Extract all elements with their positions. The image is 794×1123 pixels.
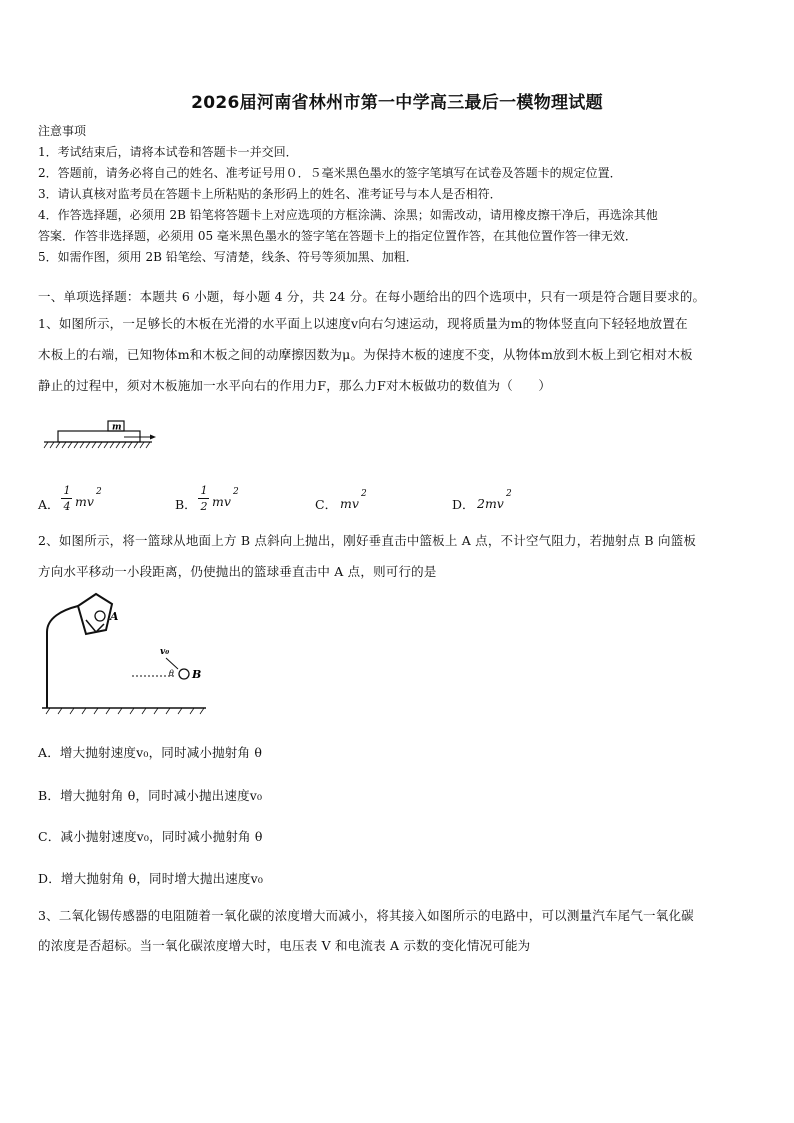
option-expression: 2mv [477,496,504,511]
block-label: m [112,422,122,433]
option-label: B． [175,497,197,512]
question-3-text: 的浓度是否超标。当一氧化碳浓度增大时，电压表 V 和电流表 A 示数的变化情况可能为 [38,938,531,953]
notice-item: 4．作答选择题，必须用 2B 铅笔将答题卡上对应选项的方框涂满、涂黑；如需改动，请用橡皮擦干净后，再选涂其他 [38,208,658,222]
notice-item: 2．答题前，请务必将自己的姓名、准考证号用０．５毫米黑色墨水的签字笔填写在试卷及答题卡的规定位置． [38,166,622,180]
notice-item: 3．请认真核对监考员在答题卡上所粘贴的条形码上的姓名、准考证号与本人是否相符． [38,187,502,201]
fraction-denominator: 2 [200,500,208,513]
point-a-ball [95,611,105,621]
hoop-pole [47,606,78,708]
notice-item: 5．如需作图，须用 2B 铅笔绘、写清楚，线条、符号等须加黑、加粗． [38,250,418,264]
theta-label: θ [169,669,174,678]
point-b-ball [179,669,189,679]
ground-hatching [46,708,204,714]
exponent: 2 [506,489,512,499]
fraction-numerator: 1 [200,484,208,497]
fraction-denominator: 4 [63,500,71,513]
ground-hatching [44,442,150,448]
q2-option-a[interactable]: A．增大抛射速度v₀，同时减小抛射角 θ [38,745,263,760]
notice-heading: 注意事项 [38,124,87,138]
velocity-arrowhead [150,435,156,440]
option-expression: mv [212,494,231,509]
q2-option-b[interactable]: B．增大抛射角 θ，同时减小抛出速度v₀ [38,788,263,803]
fraction-numerator: 1 [63,484,71,497]
velocity-direction [166,658,178,669]
option-label: A． [38,497,60,512]
question-1-figure [40,416,160,456]
point-b-label: B [192,668,202,681]
question-2-text: 2、如图所示，将一篮球从地面上方 B 点斜向上抛出，刚好垂直击中篮板上 A 点，不计空气阻力，若抛射点 B 向篮板 [38,533,697,548]
question-2-text: 方向水平移动一小段距离，仍使抛出的篮球垂直击中 A 点，则可行的是 [38,564,437,579]
page-title: 2026届河南省林州市第一中学高三最后一模物理试题 [191,93,603,113]
fraction-bar [61,498,72,499]
exponent: 2 [96,487,102,497]
question-1-text: 静止的过程中，须对木板施加一水平向右的作用力F，那么力F对木板做功的数值为（ ） [38,378,552,393]
point-a-label: A [110,610,119,623]
exponent: 2 [361,489,367,499]
q2-option-c[interactable]: C．减小抛射速度v₀，同时减小抛射角 θ [38,829,263,844]
option-label: C． [315,497,338,512]
question-1-text: 1、如图所示，一足够长的木板在光滑的水平面上以速度v向右匀速运动，现将质量为m的物体竖直向下轻轻地放置在 [38,316,688,331]
question-3-text: 3、二氧化锡传感器的电阻随着一氧化碳的浓度增大而减小，将其接入如图所示的电路中，可以测量汽车尾气一氧化碳 [38,908,694,923]
question-2-figure [40,590,210,718]
notice-item: 答案．作答非选择题，必须用 05 毫米黑色墨水的签字笔在答题卡上的指定位置作答，在其他位置作答一律无效． [38,229,637,243]
option-expression: mv [75,494,94,509]
option-label: D． [452,497,475,512]
exponent: 2 [233,487,239,497]
section-heading: 一、单项选择题：本题共 6 小题，每小题 4 分，共 24 分。在每小题给出的四个选项中，只有一项是符合题目要求的。 [38,289,706,304]
v0-label: v₀ [160,647,170,657]
question-1-text: 木板上的右端，已知物体m和木板之间的动摩擦因数为μ。为保持木板的速度不变，从物体m放到木板上到它相对木板 [38,347,693,362]
notice-item: 1．考试结束后，请将本试卷和答题卡一并交回． [38,145,298,159]
fraction-bar [198,498,209,499]
q2-option-d[interactable]: D．增大抛射角 θ，同时增大抛出速度v₀ [38,871,264,886]
option-expression: mv [340,496,359,511]
